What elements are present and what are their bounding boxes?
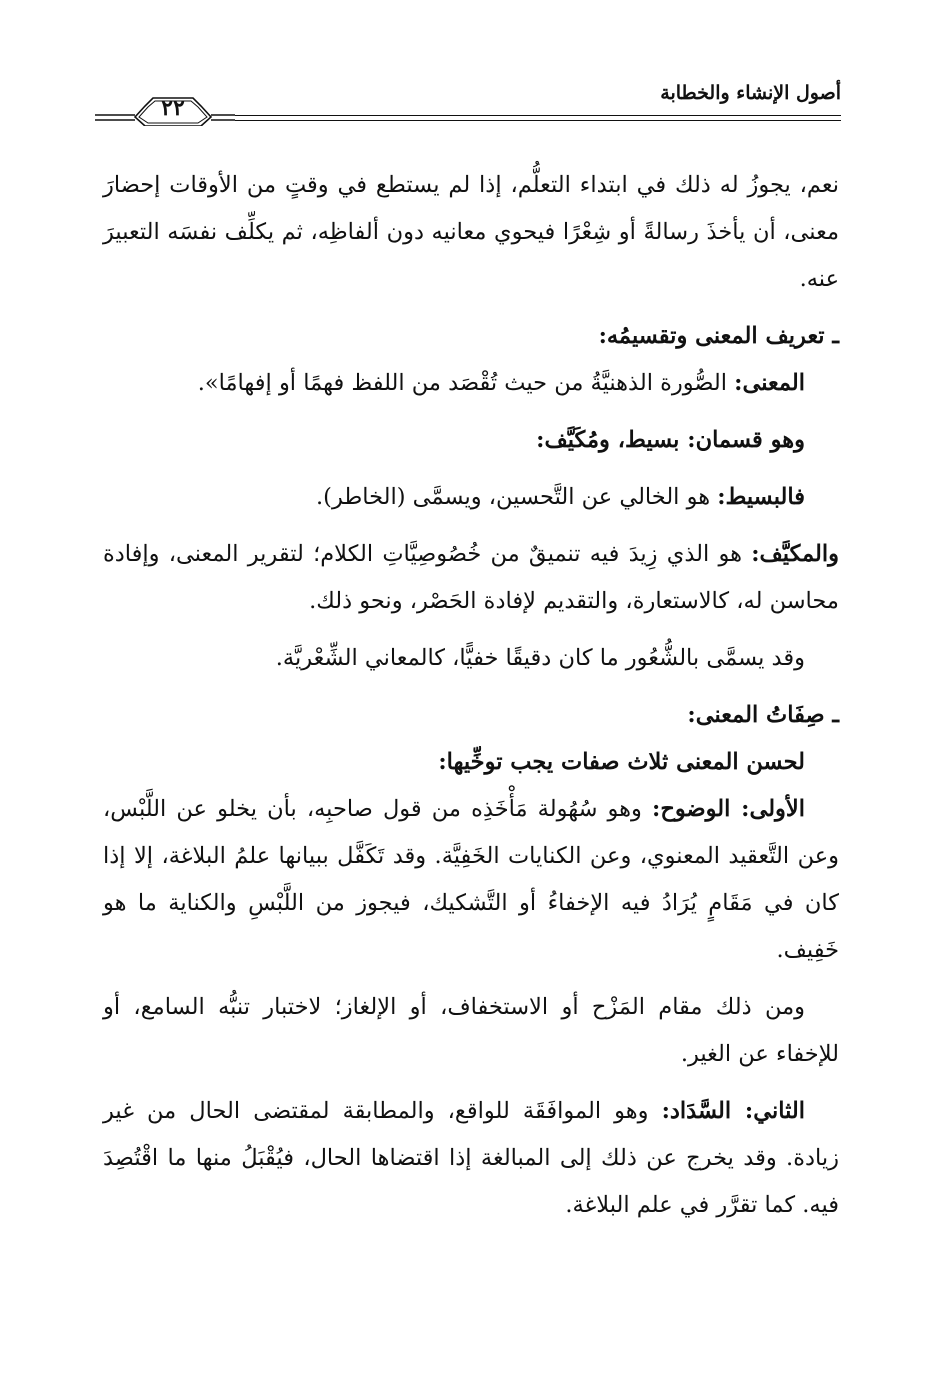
term-clarity: الأولى: الوضوح: (652, 796, 806, 822)
simple-text: هو الخالي عن التَّحسين، ويسمَّى (الخاطر). (316, 484, 711, 510)
page-number-ornament (95, 92, 235, 126)
term-meaning: المعنى: (734, 370, 805, 396)
page-number: ٢٢ (161, 95, 185, 121)
term-complex: والمكيَّف: (751, 541, 839, 567)
paragraph-types: وهو قسمان: بسيط، ومُكَيَّف: (536, 427, 805, 453)
paragraph-first-extra: ومن ذلك مقام المَزْح أو الاستخفاف، أو الإلغاز؛ لاختبار تنبُّه السامع، أو للإخفاء عن الغير. (103, 994, 839, 1067)
header-rule-double (235, 120, 841, 121)
running-header (95, 80, 841, 126)
term-soundness: الثاني: السَّدَاد: (661, 1098, 805, 1124)
term-simple: فالبسيط: (717, 484, 805, 510)
book-title: أصول الإنشاء والخطابة (660, 82, 841, 104)
definition-text: الصُّورة الذهنيَّةُ من حيث تُقْصَد من اللفظ فهمًا أو إفهامًا». (197, 370, 728, 396)
paragraph-definition (103, 360, 839, 407)
header-rule (235, 115, 841, 116)
paragraph-qualities-intro: لحسن المعنى ثلاث صفات يجب توخِّيها: (438, 749, 805, 775)
paragraph-first-quality (103, 786, 839, 974)
paragraph-poetic: وقد يسمَّى بالشُّعُور ما كان دقيقًا خفيًّا، كالمعاني الشِّعْريَّة. (275, 645, 805, 671)
section-heading-qualities: ـ صِفَاتُ المعنى: (687, 702, 839, 728)
page-body (103, 162, 839, 1229)
paragraph-complex (103, 531, 839, 625)
clarity-text: وهو سُهُولة مَأْخَذِه من قول صاحبِه، بأن يخلو عن اللَّبْس، وعن التَّعقيد المعنوي، وعن الكنايات الخَفِيَّة. وقد تَكَفَّل ببيانها علمُ البلاغة، إلا إذا كان في مَقَامٍ يُرَادُ فيه الإخفاءُ أو التَّشكيك، فيجوز من اللَّبْسِ والكناية ما هو خَفِيف. (103, 796, 839, 963)
soundness-text: وهو الموافَقَة للواقع، والمطابقة لمقتضى الحال من غير زيادة. وقد يخرج عن ذلك إلى المبالغة إذا اقتضاها الحال، فيُقْبَلُ منها ما اقْتُصِدَ فيه. كما تقرَّر في علم البلاغة. (103, 1098, 839, 1218)
complex-text: هو الذي زِيدَ فيه تنميقٌ من خُصُوصِيَّاتِ الكلام؛ لتقرير المعنى، وإفادة محاسن له، كالاستعارة، والتقديم لإفادة الحَصْر، ونحو ذلك. (103, 541, 839, 614)
section-heading-definition: ـ تعريف المعنى وتقسيمُه: (598, 323, 839, 349)
paragraph-second-quality (103, 1088, 839, 1229)
paragraph-simple (103, 474, 839, 521)
paragraph-intro: نعم، يجوزُ له ذلك في ابتداء التعلُّم، إذا لم يستطع في وقتٍ من الأوقات إحضارَ معنى، أن يأخذَ رسالةً أو شِعْرًا فيحوي معانيه دون ألفاظِه، ثم يكلِّف نفسَه التعبيرَ عنه. (103, 172, 839, 292)
